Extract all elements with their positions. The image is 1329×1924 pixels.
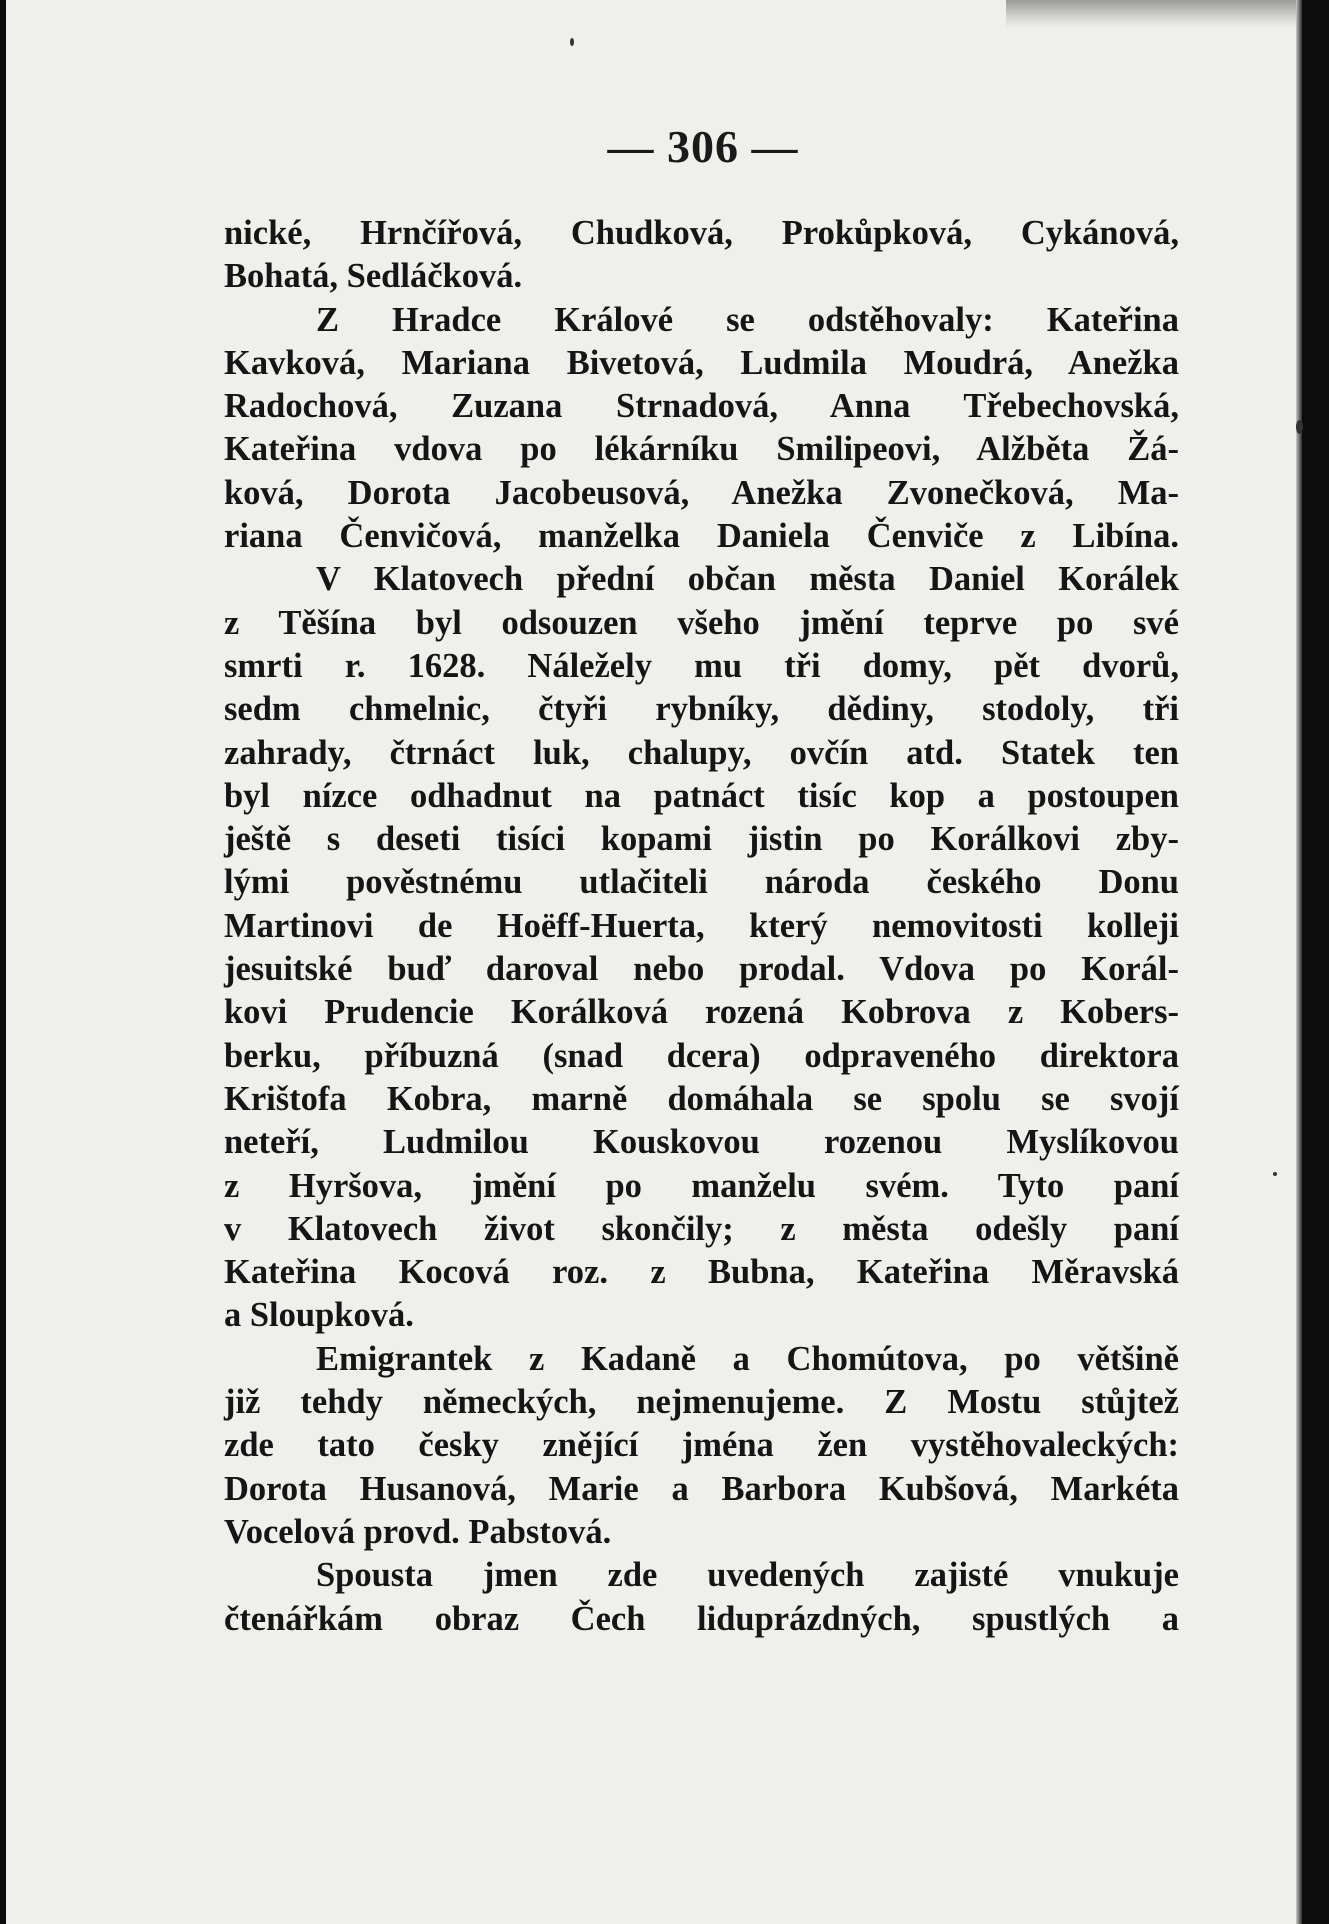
text-line: Dorota Husanová, Marie a Barbora Kubšová, Markéta: [224, 1469, 1179, 1508]
text-line: Bohatá, Sedláčková.: [224, 257, 523, 296]
text-line: zde tato česky znějící jména žen vystěhovaleckých:: [224, 1426, 1179, 1465]
scan-speck: [1296, 420, 1303, 434]
page-edge: [1296, 0, 1302, 1924]
text-line: již tehdy německých, nejmenujeme. Z Mostu stůjtež: [224, 1383, 1179, 1422]
text-line: ková, Dorota Jacobeusová, Anežka Zvonečková, Ma-: [224, 473, 1179, 512]
text-line: lými pověstnému utlačiteli národa českého Donu: [224, 863, 1179, 902]
text-line: z Hyršova, jmění po manželu svém. Tyto paní: [224, 1166, 1179, 1205]
body-text: [224, 212, 1179, 1641]
text-line: zahrady, čtrnáct luk, chalupy, ovčín atd. Statek ten: [224, 733, 1179, 772]
scan-shadow: [1006, 0, 1302, 28]
text-line: jesuitské buď daroval nebo prodal. Vdova po Korál-: [224, 950, 1179, 989]
text-line: Emigrantek z Kadaně a Chomútova, po většině: [316, 1339, 1179, 1378]
text-line: Spousta jmen zde uvedených zajisté vnukuje: [316, 1556, 1179, 1595]
text-line: byl nízce odhadnut na patnáct tisíc kop a postoupen: [224, 776, 1179, 815]
text-line: sedm chmelnic, čtyři rybníky, dědiny, stodoly, tři: [224, 690, 1179, 729]
text-line: Kateřina vdova po lékárníku Smilipeovi, Alžběta Žá-: [224, 430, 1179, 469]
text-line: riana Čenvičová, manželka Daniela Čenviče z Libína.: [224, 517, 1179, 556]
text-line: a Sloupková.: [224, 1296, 414, 1335]
scan-speck: [570, 38, 574, 46]
text-line: v Klatovech život skončily; z města odešly paní: [224, 1209, 1179, 1248]
text-line: Krištofa Kobra, marně domáhala se spolu se svojí: [224, 1079, 1179, 1118]
text-line: Kavková, Mariana Bivetová, Ludmila Moudrá, Anežka: [224, 343, 1179, 382]
text-line: neteří, Ludmilou Kouskovou rozenou Myslíkovou: [224, 1123, 1179, 1162]
text-line: nické, Hrnčířová, Chudková, Prokůpková, Cykánová,: [224, 214, 1179, 252]
text-line: V Klatovech přední občan města Daniel Korálek: [316, 560, 1179, 599]
text-line: kovi Prudencie Korálková rozená Kobrova z Kobers-: [224, 993, 1179, 1032]
text-line: čtenářkám obraz Čech liduprázdných, spustlých a: [224, 1599, 1179, 1638]
text-line: smrti r. 1628. Náležely mu tři domy, pět dvorů,: [224, 646, 1179, 685]
text-line: berku, příbuzná (snad dcera) odpraveného direktora: [224, 1036, 1179, 1075]
text-line: Kateřina Kocová roz. z Bubna, Kateřina Měravská: [224, 1253, 1179, 1292]
text-line: Vocelová provd. Pabstová.: [224, 1512, 612, 1551]
text-line: Radochová, Zuzana Strnadová, Anna Třebechovská,: [224, 387, 1179, 426]
text-line: Z Hradce Králové se odstěhovaly: Kateřina: [316, 300, 1179, 339]
text-line: ještě s deseti tisíci kopami jistin po Korálkovi zby-: [224, 820, 1179, 859]
text-line: Martinovi de Hoëff-Huerta, který nemovitosti kolleji: [224, 906, 1179, 945]
scan-speck: [1273, 1172, 1277, 1176]
page-number: — 306 —: [607, 121, 799, 172]
text-line: z Těšína byl odsouzen všeho jmění teprve po své: [224, 603, 1179, 642]
